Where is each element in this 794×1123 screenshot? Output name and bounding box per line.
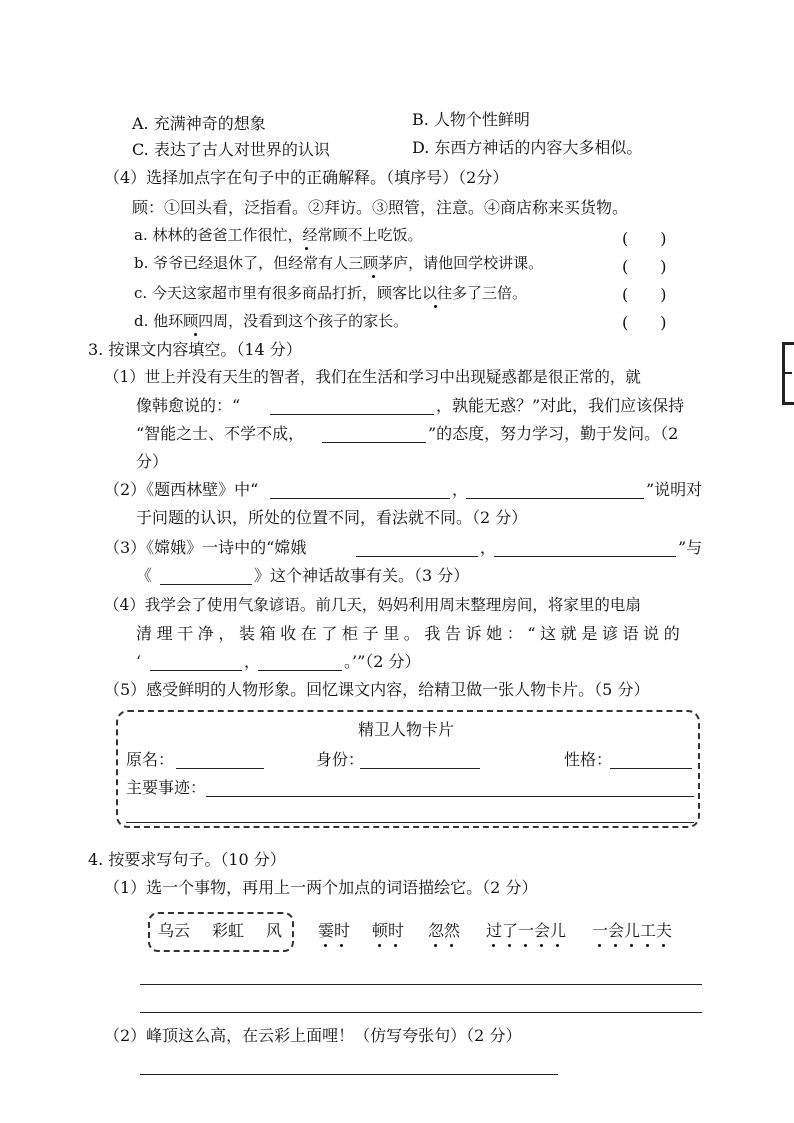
- blank-line[interactable]: [258, 670, 342, 671]
- q3-2-line1c: ”说明对: [646, 480, 703, 499]
- q3-1-line1: （1）世上并没有天生的智者，我们在生活和学习中出现疑惑都是很正常的，就: [104, 368, 641, 386]
- blank-line[interactable]: [270, 498, 450, 499]
- option-a: A. 充满神奇的想象: [132, 114, 266, 133]
- word-yihuiergongfu: 一会儿工夫: [592, 921, 673, 940]
- word-shashi: 霎时: [318, 921, 351, 940]
- emphasis-dot: [434, 305, 437, 308]
- q2-4-item-d: d. 他环顾四周，没看到这个孩子的家长。: [134, 312, 409, 330]
- emphasis-dot: [556, 944, 559, 947]
- blank-line[interactable]: [466, 498, 644, 499]
- emphasis-dot: [372, 275, 375, 278]
- option-d: D. 东西方神话的内容大多相似。: [412, 138, 643, 157]
- emphasis-dot: [662, 944, 665, 947]
- q4-1-line: （1）选一个事物，再用上一两个加点的词语描绘它。（2 分）: [104, 878, 538, 897]
- word-wuyun: 乌云: [158, 921, 191, 940]
- blank-line[interactable]: [160, 584, 252, 585]
- blank-line[interactable]: [322, 442, 426, 443]
- def-char: 顾: [132, 198, 149, 217]
- word-huran: 忽然: [428, 921, 461, 940]
- answer-paren-d[interactable]: ( ): [622, 313, 667, 332]
- definitions: [132, 198, 628, 217]
- emphasis-dot: [614, 944, 617, 947]
- card-identity-label: 身份：: [316, 750, 365, 769]
- card-deeds-field[interactable]: [206, 796, 694, 797]
- answer-line[interactable]: [140, 1012, 702, 1013]
- q3-3-comma: ，: [480, 538, 497, 557]
- card-deeds-field-2[interactable]: [126, 822, 694, 823]
- binding-mark: [782, 372, 792, 374]
- emphasis-dot: [540, 944, 543, 947]
- card-character-label: 性格：: [564, 750, 613, 769]
- card-deeds-label: 主要事迹：: [126, 778, 207, 797]
- q2-4-item-b: b. 爷爷已经退休了，但经常有人三顾茅庐，请他回学校讲课。: [134, 254, 544, 272]
- blank-line[interactable]: [270, 414, 434, 415]
- emphasis-dot: [598, 944, 601, 947]
- blank-line[interactable]: [356, 556, 478, 557]
- q3-3-line1a: （3）《嫦娥》一诗中的“嫦娥: [104, 538, 307, 557]
- answer-line[interactable]: [140, 1074, 558, 1075]
- emphasis-dot: [524, 944, 527, 947]
- q3-3-line2a: 《: [136, 566, 153, 585]
- card-identity-field[interactable]: [360, 768, 480, 769]
- emphasis-dot: [340, 944, 343, 947]
- answer-paren-b[interactable]: ( ): [622, 257, 667, 276]
- q3-1-line3a: “智能之士、不学不成，: [136, 424, 305, 443]
- q3-4-comma: ，: [244, 652, 261, 671]
- option-b: B. 人物个性鲜明: [412, 110, 530, 129]
- q3-4-line3a: ‘: [136, 652, 142, 671]
- emphasis-dot: [378, 944, 381, 947]
- emphasis-dot: [394, 944, 397, 947]
- emphasis-dot: [492, 944, 495, 947]
- q3-1-line4: 分）: [136, 452, 169, 471]
- emphasis-dot: [434, 944, 437, 947]
- q3-4-line2: 清理干净，装箱收在了柜子里。我告诉她：“这就是谚语说的: [136, 624, 685, 643]
- q3-3-line2b: 》这个神话故事有关。（3 分）: [254, 566, 470, 585]
- emphasis-dot: [630, 944, 633, 947]
- word-feng: 风: [266, 921, 283, 940]
- q3-4-line3c: 。’”（2 分）: [344, 652, 421, 671]
- q3-1-line2a: 像韩愈说的：“: [136, 396, 241, 415]
- q3-3-line1c: ”与: [678, 538, 703, 557]
- q3-title: 3. 按课文内容填空。（14 分）: [88, 340, 302, 359]
- emphasis-dot: [508, 944, 511, 947]
- answer-line[interactable]: [140, 984, 702, 985]
- emphasis-dot: [305, 247, 308, 250]
- q4-title: 4. 按要求写句子。（10 分）: [88, 850, 286, 869]
- option-c: C. 表达了古人对世界的认识: [132, 140, 330, 159]
- q2-4-title: （4）选择加点字在句子中的正确解释。（填序号）（2分）: [104, 168, 509, 187]
- word-caihong: 彩虹: [212, 921, 245, 940]
- answer-paren-c[interactable]: ( ): [622, 285, 667, 304]
- emphasis-dot: [194, 333, 197, 336]
- blank-line[interactable]: [150, 670, 242, 671]
- q3-5-line: （5）感受鲜明的人物形象。回忆课文内容，给精卫做一张人物卡片。（5 分）: [104, 680, 650, 699]
- q2-4-item-c: c. 今天这家超市里有很多商品打折，顾客比以往多了三倍。: [134, 284, 527, 302]
- binding-mark: [782, 342, 794, 345]
- q3-1-line2b: ，孰能无惑？”对此，我们应该保持: [436, 396, 685, 415]
- q3-4-line1: （4）我学会了使用气象谚语。前几天，妈妈利用周末整理房间，将家里的电扇: [104, 596, 641, 614]
- answer-paren-a[interactable]: ( ): [622, 229, 667, 248]
- emphasis-dot: [646, 944, 649, 947]
- blank-line[interactable]: [494, 556, 676, 557]
- card-character-field[interactable]: [610, 768, 692, 769]
- emphasis-dot: [450, 944, 453, 947]
- def-list: ：①回头看，泛指看。②拜访。③照管，注意。④商店称来买货物。: [148, 198, 629, 217]
- word-dunshi: 顿时: [372, 921, 405, 940]
- card-name-field[interactable]: [176, 768, 264, 769]
- word-guoleyihuier: 过了一会儿: [486, 921, 567, 940]
- q3-2-line1a: （2）《题西林壁》中“: [104, 480, 259, 499]
- q3-1-line3b: ”的态度，努力学习，勤于发问。（2: [428, 424, 679, 443]
- card-title: 精卫人物卡片: [358, 720, 455, 739]
- q3-2-line2: 于问题的认识，所处的位置不同，看法就不同。（2 分）: [136, 508, 528, 527]
- card-name-label: 原名：: [126, 750, 175, 769]
- emphasis-dot: [324, 944, 327, 947]
- q4-2-line: （2）峰顶这么高，在云彩上面哩！（仿写夸张句）（2 分）: [104, 1026, 522, 1045]
- q3-2-comma: ，: [452, 480, 469, 499]
- binding-mark: [782, 402, 794, 405]
- q2-4-item-a: a. 林林的爸爸工作很忙，经常顾不上吃饭。: [134, 226, 423, 244]
